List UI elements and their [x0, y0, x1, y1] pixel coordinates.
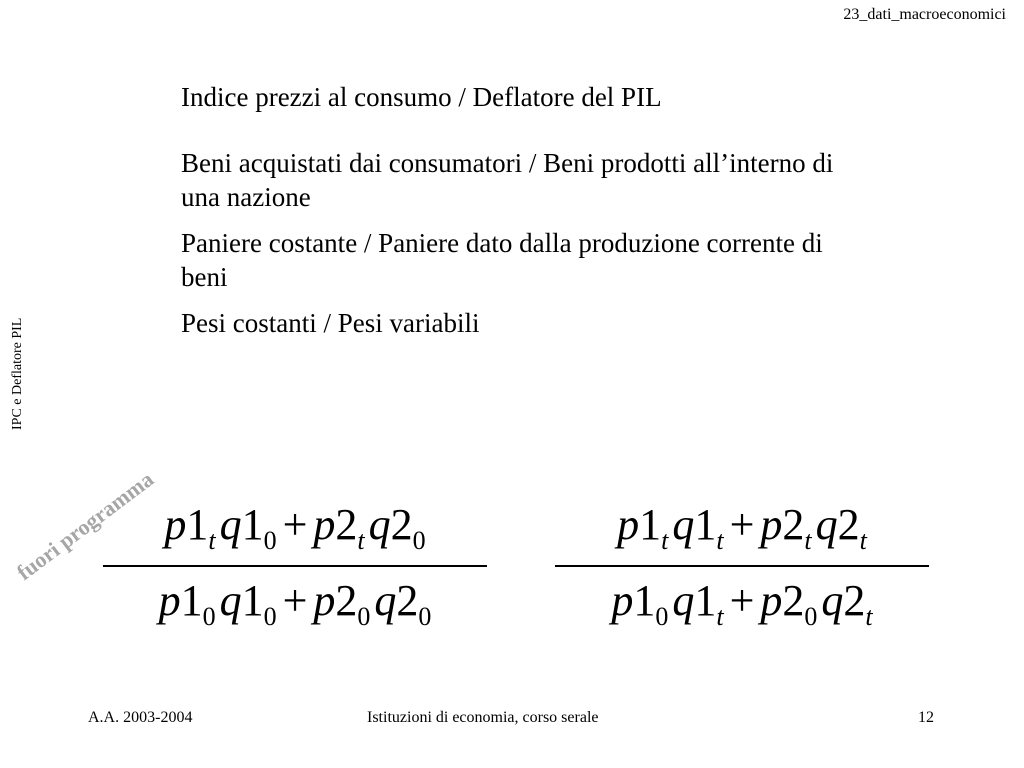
slide-content	[181, 80, 861, 352]
formula-denominator: $p1_0q1_0 + p2_0q2_0$	[158, 576, 432, 631]
footer-course-name: Istituzioni di economia, corso serale	[367, 709, 599, 726]
formula-denominator: $p1_0q1_t + p2_0q2_t$	[611, 576, 873, 631]
formula-numerator: $p1_tq1_0 + p2_tq2_0$	[164, 500, 426, 555]
footer-course-year: A.A. 2003-2004	[88, 709, 193, 726]
formula-fraction-bar	[555, 565, 929, 567]
gdp-deflator-formula	[555, 500, 929, 643]
slide-title: Indice prezzi al consumo / Deflatore del PIL	[181, 82, 662, 112]
header-file-label: 23_dati_macroeconomici	[843, 6, 1006, 23]
formula-fraction-bar	[103, 565, 487, 567]
footer-page-number: 12	[918, 709, 934, 726]
cpi-formula	[103, 500, 487, 643]
side-section-label: IPC e Deflatore PIL	[10, 317, 25, 430]
formula-numerator: $p1_tq1_t + p2_tq2_t$	[617, 500, 867, 555]
comparison-point: Beni acquistati dai consumatori / Beni prodotti all’interno di una nazione	[181, 148, 834, 212]
comparison-point: Paniere costante / Paniere dato dalla produzione corrente di beni	[181, 228, 823, 292]
comparison-point: Pesi costanti / Pesi variabili	[181, 308, 480, 338]
fuori-programma-stamp: fuori programma	[12, 466, 158, 585]
